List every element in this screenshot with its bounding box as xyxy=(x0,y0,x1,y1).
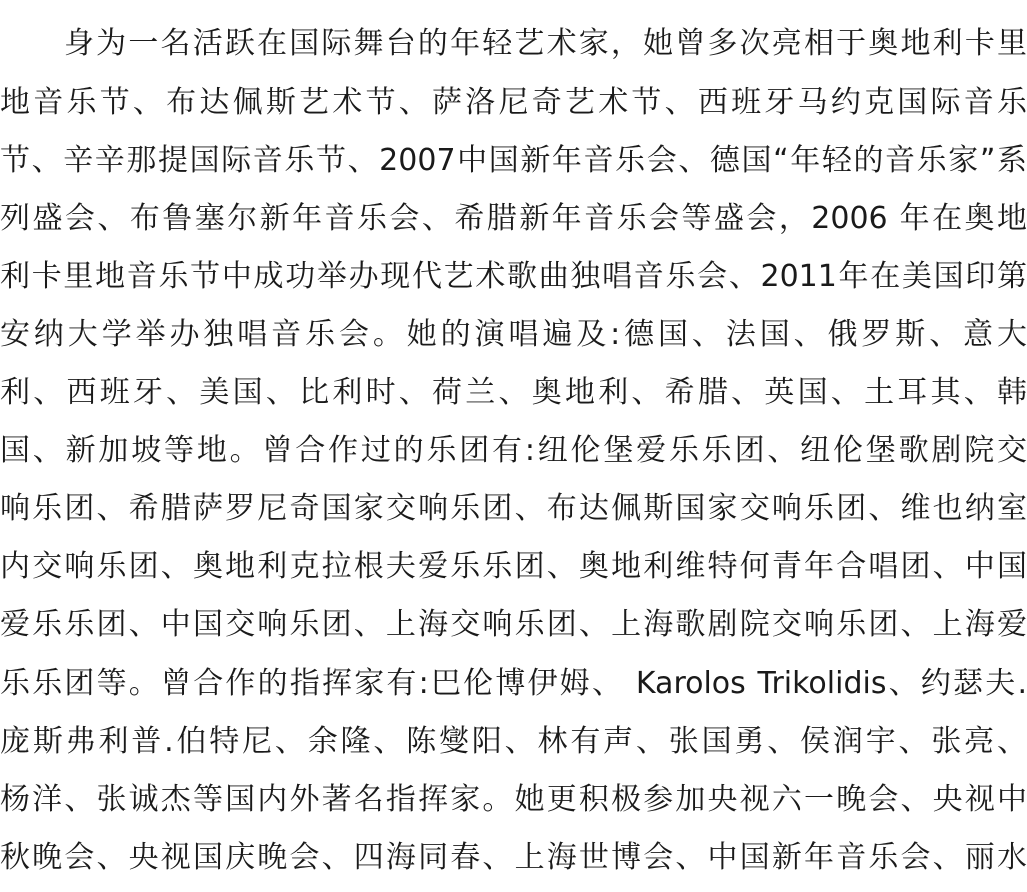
paragraph-line: 爱乐乐团、中国交响乐团、上海交响乐团、上海歌剧院交响乐团、上海爱 xyxy=(0,607,1027,642)
paragraph-line: 响乐团、希腊萨罗尼奇国家交响乐团、布达佩斯国家交响乐团、维也纳室 xyxy=(0,491,1027,526)
paragraph-line: 列盛会、布鲁塞尔新年音乐会、希腊新年音乐会等盛会，2006 年在奥地 xyxy=(0,201,1027,236)
paragraph-line: 国、新加坡等地。曾合作过的乐团有:纽伦堡爱乐乐团、纽伦堡歌剧院交 xyxy=(0,433,1027,468)
paragraph-line: 利、西班牙、美国、比利时、荷兰、奥地利、希腊、英国、土耳其、韩 xyxy=(0,375,1027,410)
paragraph-line: 节、辛辛那提国际音乐节、2007中国新年音乐会、德国“年轻的音乐家”系 xyxy=(0,143,1027,178)
paragraph-line: 利卡里地音乐节中成功举办现代艺术歌曲独唱音乐会、2011年在美国印第 xyxy=(0,259,1027,294)
paragraph-line: 秋晚会、央视国庆晚会、四海同春、上海世博会、中国新年音乐会、丽水 xyxy=(0,840,1027,875)
paragraph-line: 内交响乐团、奥地利克拉根夫爱乐乐团、奥地利维特何青年合唱团、中国 xyxy=(0,549,1027,584)
paragraph-line: 安纳大学举办独唱音乐会。她的演唱遍及:德国、法国、俄罗斯、意大 xyxy=(0,317,1027,352)
paragraph-line: 杨洋、张诚杰等国内外著名指挥家。她更积极参加央视六一晚会、央视中 xyxy=(0,782,1027,817)
paragraph-line: 乐乐团等。曾合作的指挥家有:巴伦博伊姆、 Karolos Trikolidis、约瑟夫. xyxy=(0,666,1027,701)
paragraph-line: 身为一名活跃在国际舞台的年轻艺术家，她曾多次亮相于奥地利卡里 xyxy=(64,26,1027,61)
paragraph-line: 庞斯弗利普.伯特尼、余隆、陈燮阳、林有声、张国勇、侯润宇、张亮、 xyxy=(0,724,1027,759)
paragraph-line: 地音乐节、布达佩斯艺术节、萨洛尼奇艺术节、西班牙马约克国际音乐 xyxy=(0,85,1027,120)
